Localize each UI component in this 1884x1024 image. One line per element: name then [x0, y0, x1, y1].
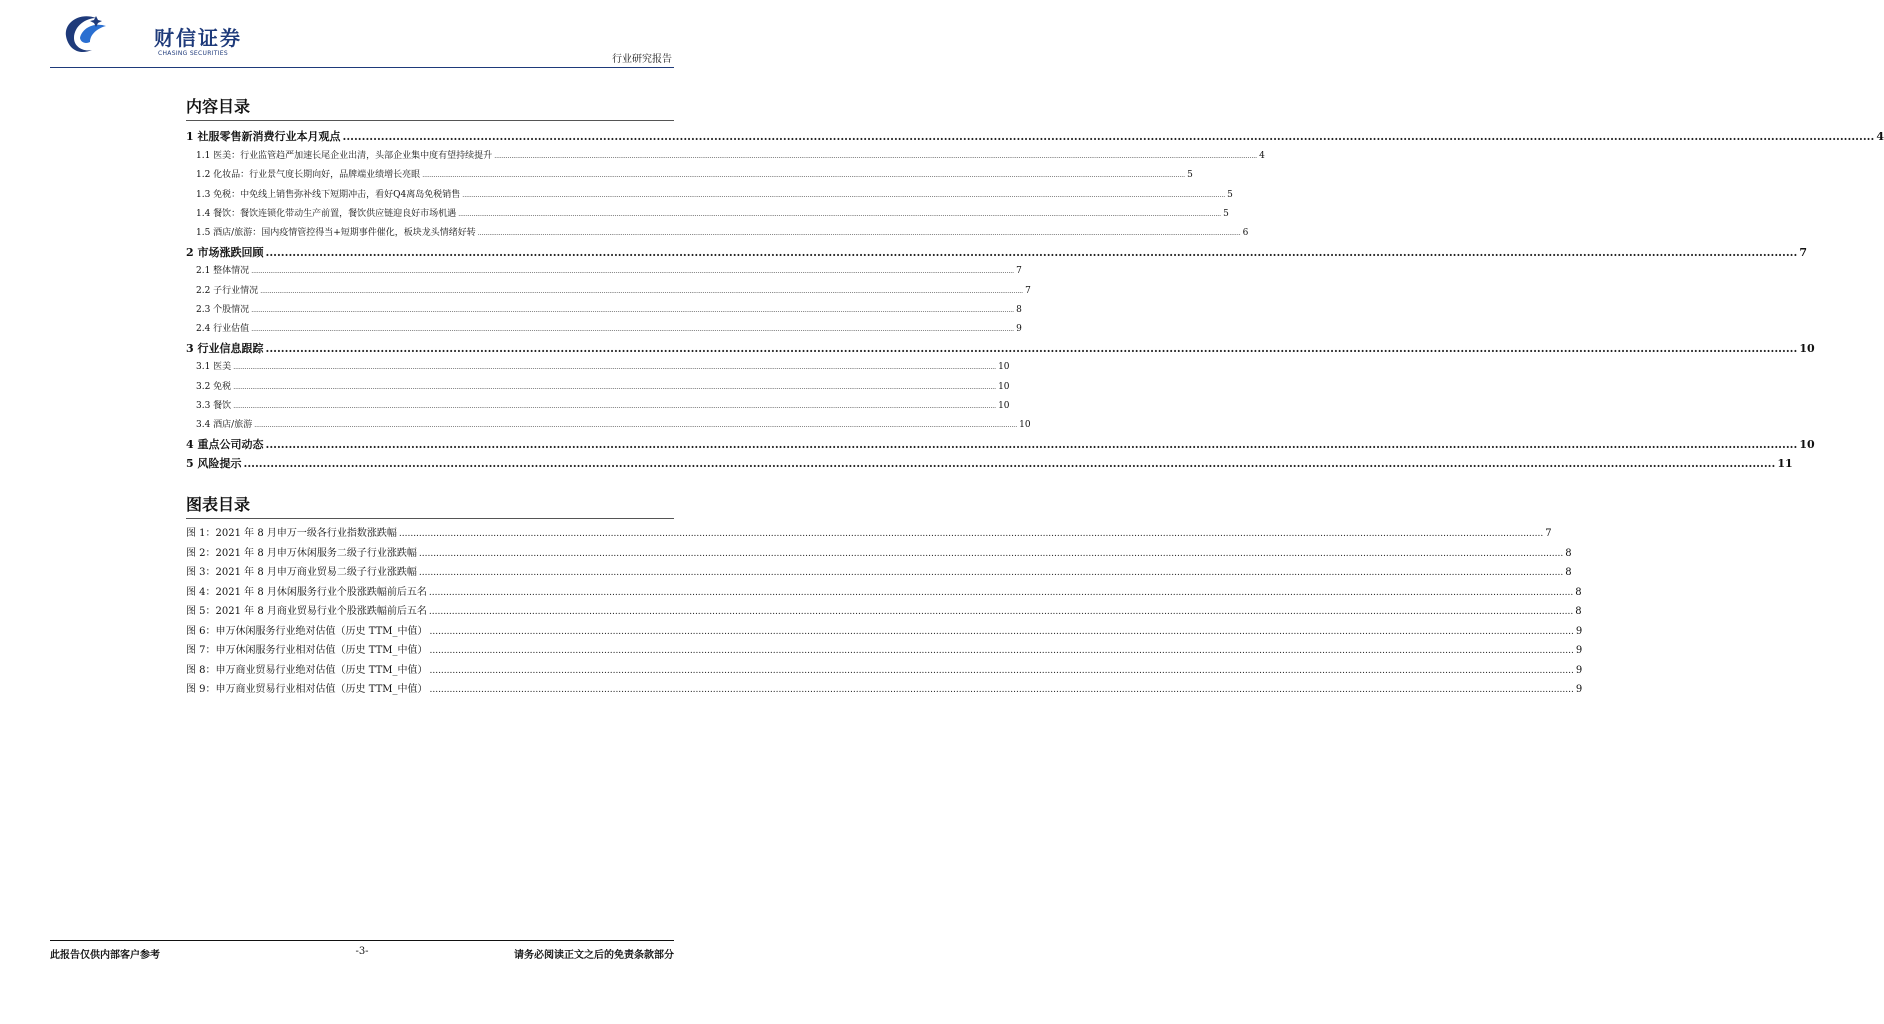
- toc-entry-page: 10: [1799, 342, 1815, 355]
- figures-title: 图表目录: [186, 495, 251, 514]
- dot-leader: ................................................................................................................................................................................................................................................................................................................................................................................................................: [254, 422, 1018, 429]
- figures-title-rule: [186, 518, 674, 519]
- toc-entry-section[interactable]: [196, 359, 1010, 372]
- dot-leader: ................................................................................................................................................................................................................................................................................................................................................................................................................: [342, 130, 1875, 143]
- figure-entry-page: 9: [1575, 684, 1583, 695]
- figure-entry-page: 8: [1575, 606, 1582, 617]
- dot-leader: ................................................................................................................................................................................................................................................................................................................................................................................................................: [265, 342, 1798, 355]
- dot-leader: ................................................................................................................................................................................................................................................................................................................................................................................................................: [265, 438, 1798, 451]
- toc-entry-chapter[interactable]: [186, 244, 1807, 260]
- dot-leader: ................................................................................................................................................................................................................................................................................................................................................................................................................: [251, 326, 1015, 333]
- toc-entry-text: 4 重点公司动态: [186, 438, 264, 451]
- toc-entry-page: 10: [1019, 420, 1031, 430]
- figure-entry[interactable]: [186, 622, 1583, 637]
- figure-entry-text: 图 9：申万商业贸易行业相对估值（历史 TTM_中值）: [186, 684, 428, 695]
- dot-leader: ................................................................................................................................................................................................................................................................................................................................................................................................................: [233, 384, 997, 391]
- figure-entry[interactable]: [186, 641, 1583, 656]
- figure-entry-text: 图 8：申万商业贸易行业绝对估值（历史 TTM_中值）: [186, 664, 428, 676]
- dot-leader: ................................................................................................................................................................................................................................................................................................................................................................................................................: [233, 364, 997, 371]
- dot-leader: ................................................................................................................................................................................................................................................................................................................................................................................................................: [233, 403, 997, 410]
- toc-entry-text: 1 社服零售新消费行业本月观点: [186, 130, 341, 143]
- report-type-label: 行业研究报告: [612, 54, 672, 65]
- toc-entry-page: 9: [1016, 324, 1022, 334]
- toc-entry-text: 3.4 酒店/旅游: [196, 420, 253, 430]
- page-header: [50, 14, 674, 68]
- figure-entry-text: 图 1：2021 年 8 月申万一级各行业指数涨跌幅: [186, 528, 397, 539]
- logo-text-cn: 财信证券: [154, 26, 242, 50]
- toc-entry-text: 5 风险提示: [186, 457, 242, 470]
- dot-leader: ................................................................................................................................................................................................................................................................................................................................................................................................................: [418, 548, 1564, 559]
- toc-entry-section[interactable]: [196, 206, 1229, 219]
- toc-entry-section[interactable]: [196, 283, 1031, 296]
- dot-leader: ................................................................................................................................................................................................................................................................................................................................................................................................................: [429, 685, 1574, 695]
- toc-entry-text: 3.2 免税: [196, 382, 232, 392]
- dot-leader: ................................................................................................................................................................................................................................................................................................................................................................................................................: [265, 246, 1798, 259]
- toc-entry-page: 6: [1242, 228, 1249, 238]
- figure-entry-text: 图 2：2021 年 8 月申万休闲服务二级子行业涨跌幅: [186, 547, 417, 559]
- figure-entry[interactable]: [186, 680, 1583, 695]
- toc-entry-text: 1.5 酒店/旅游：国内疫情管控得当+短期事件催化，板块龙头情绪好转: [196, 228, 476, 238]
- dot-leader: ................................................................................................................................................................................................................................................................................................................................................................................................................: [260, 288, 1024, 295]
- figure-entry-page: 8: [1565, 547, 1572, 559]
- toc-entry-text: 2.4 行业估值: [196, 324, 250, 334]
- figure-entry[interactable]: [186, 524, 1552, 539]
- figure-entry-page: 8: [1575, 586, 1582, 598]
- company-logo-icon: [60, 14, 112, 54]
- logo-text-en: CHASING SECURITIES: [158, 50, 228, 57]
- dot-leader: ................................................................................................................................................................................................................................................................................................................................................................................................................: [429, 665, 1574, 676]
- toc-entry-page: 5: [1227, 190, 1233, 200]
- toc-entry-section[interactable]: [196, 379, 1010, 392]
- figure-entry-page: 9: [1575, 645, 1583, 656]
- toc-entry-text: 3 行业信息跟踪: [186, 342, 264, 355]
- toc-title: 内容目录: [186, 97, 251, 116]
- toc-entry-chapter[interactable]: [186, 436, 1815, 452]
- figure-entry-text: 图 3：2021 年 8 月申万商业贸易二级子行业涨跌幅: [186, 567, 417, 578]
- dot-leader: ................................................................................................................................................................................................................................................................................................................................................................................................................: [398, 529, 1544, 539]
- footer-divider: [50, 940, 674, 941]
- figure-entry[interactable]: [186, 563, 1572, 578]
- dot-leader: ................................................................................................................................................................................................................................................................................................................................................................................................................: [429, 646, 1574, 656]
- toc-entry-page: 5: [1223, 209, 1229, 219]
- toc-entry-page: 10: [998, 382, 1010, 392]
- dot-leader: ................................................................................................................................................................................................................................................................................................................................................................................................................: [458, 211, 1222, 218]
- toc-entry-text: 2.1 整体情况: [196, 266, 250, 276]
- toc-entry-page: 10: [998, 401, 1010, 411]
- toc-entry-page: 7: [1025, 286, 1031, 296]
- figure-entry-page: 8: [1565, 567, 1572, 578]
- toc-entry-section[interactable]: [196, 187, 1233, 200]
- figure-entry[interactable]: [186, 583, 1582, 598]
- toc-title-rule: [186, 120, 674, 121]
- dot-leader: ................................................................................................................................................................................................................................................................................................................................................................................................................: [418, 568, 1564, 578]
- toc-entry-chapter[interactable]: [186, 340, 1815, 356]
- toc-entry-page: 5: [1187, 170, 1193, 180]
- toc-entry-section[interactable]: [196, 263, 1022, 276]
- page-number: -3-: [355, 946, 369, 957]
- figure-entry[interactable]: [186, 544, 1572, 559]
- toc-entry-page: 4: [1259, 151, 1265, 161]
- dot-leader: ................................................................................................................................................................................................................................................................................................................................................................................................................: [251, 307, 1015, 314]
- toc-entry-text: 2 市场涨跌回顾: [186, 246, 264, 259]
- toc-entry-section[interactable]: [196, 398, 1010, 411]
- toc-entry-page: 7: [1799, 246, 1807, 259]
- toc-entry-text: 2.3 个股情况: [196, 305, 250, 315]
- figure-entry-text: 图 5：2021 年 8 月商业贸易行业个股涨跌幅前后五名: [186, 606, 427, 617]
- figure-entry-page: 7: [1545, 528, 1552, 539]
- dot-leader: ................................................................................................................................................................................................................................................................................................................................................................................................................: [429, 626, 1574, 637]
- dot-leader: ................................................................................................................................................................................................................................................................................................................................................................................................................: [477, 230, 1241, 237]
- header-divider: [50, 67, 674, 68]
- toc-entry-page: 10: [998, 362, 1010, 372]
- toc-entry-page: 8: [1016, 305, 1022, 315]
- toc-entry-text: 3.1 医美: [196, 362, 232, 372]
- toc-entry-chapter[interactable]: [186, 128, 1884, 144]
- dot-leader: ................................................................................................................................................................................................................................................................................................................................................................................................................: [428, 607, 1574, 617]
- toc-entry-text: 1.3 免税：中免线上销售弥补线下短期冲击，看好Q4离岛免税销售: [196, 190, 461, 200]
- toc-entry-page: 7: [1016, 266, 1022, 276]
- toc-entry-text: 1.1 医美：行业监管趋严加速长尾企业出清，头部企业集中度有望持续提升: [196, 151, 493, 161]
- toc-entry-text: 1.2 化妆品：行业景气度长期向好，品牌端业绩增长亮眼: [196, 170, 421, 180]
- toc-entry-section[interactable]: [196, 148, 1265, 161]
- toc-entry-page: 11: [1777, 457, 1793, 470]
- toc-entry-section[interactable]: [196, 321, 1022, 334]
- figure-entry-text: 图 7：申万休闲服务行业相对估值（历史 TTM_中值）: [186, 645, 428, 656]
- figure-entry-text: 图 6：申万休闲服务行业绝对估值（历史 TTM_中值）: [186, 625, 428, 637]
- dot-leader: ................................................................................................................................................................................................................................................................................................................................................................................................................: [243, 457, 1776, 470]
- toc-entry-section[interactable]: [196, 302, 1022, 315]
- figure-entry-text: 图 4：2021 年 8 月休闲服务行业个股涨跌幅前后五名: [186, 586, 427, 598]
- toc-entry-chapter[interactable]: [186, 455, 1793, 471]
- figure-entry-page: 9: [1575, 664, 1583, 676]
- footer-notice: 请务必阅读正文之后的免责条款部分: [514, 950, 674, 961]
- dot-leader: ................................................................................................................................................................................................................................................................................................................................................................................................................: [251, 268, 1015, 275]
- dot-leader: ................................................................................................................................................................................................................................................................................................................................................................................................................: [494, 153, 1258, 160]
- figure-entry-page: 9: [1575, 625, 1583, 637]
- toc-entry-text: 2.2 子行业情况: [196, 286, 259, 296]
- toc-entry-section[interactable]: [196, 225, 1249, 238]
- toc-entry-text: 3.3 餐饮: [196, 401, 232, 411]
- footer-disclaimer: 此报告仅供内部客户参考: [50, 950, 160, 961]
- toc-entry-section[interactable]: [196, 167, 1193, 180]
- dot-leader: ................................................................................................................................................................................................................................................................................................................................................................................................................: [428, 587, 1574, 598]
- toc-entry-page: 4: [1876, 130, 1884, 143]
- dot-leader: ................................................................................................................................................................................................................................................................................................................................................................................................................: [462, 192, 1226, 199]
- figure-entry[interactable]: [186, 602, 1582, 617]
- toc-entry-text: 1.4 餐饮：餐饮连锁化带动生产前置，餐饮供应链迎良好市场机遇: [196, 209, 457, 219]
- toc-entry-section[interactable]: [196, 417, 1031, 430]
- dot-leader: ................................................................................................................................................................................................................................................................................................................................................................................................................: [422, 172, 1186, 179]
- toc-entry-page: 10: [1799, 438, 1815, 451]
- figure-entry[interactable]: [186, 661, 1583, 676]
